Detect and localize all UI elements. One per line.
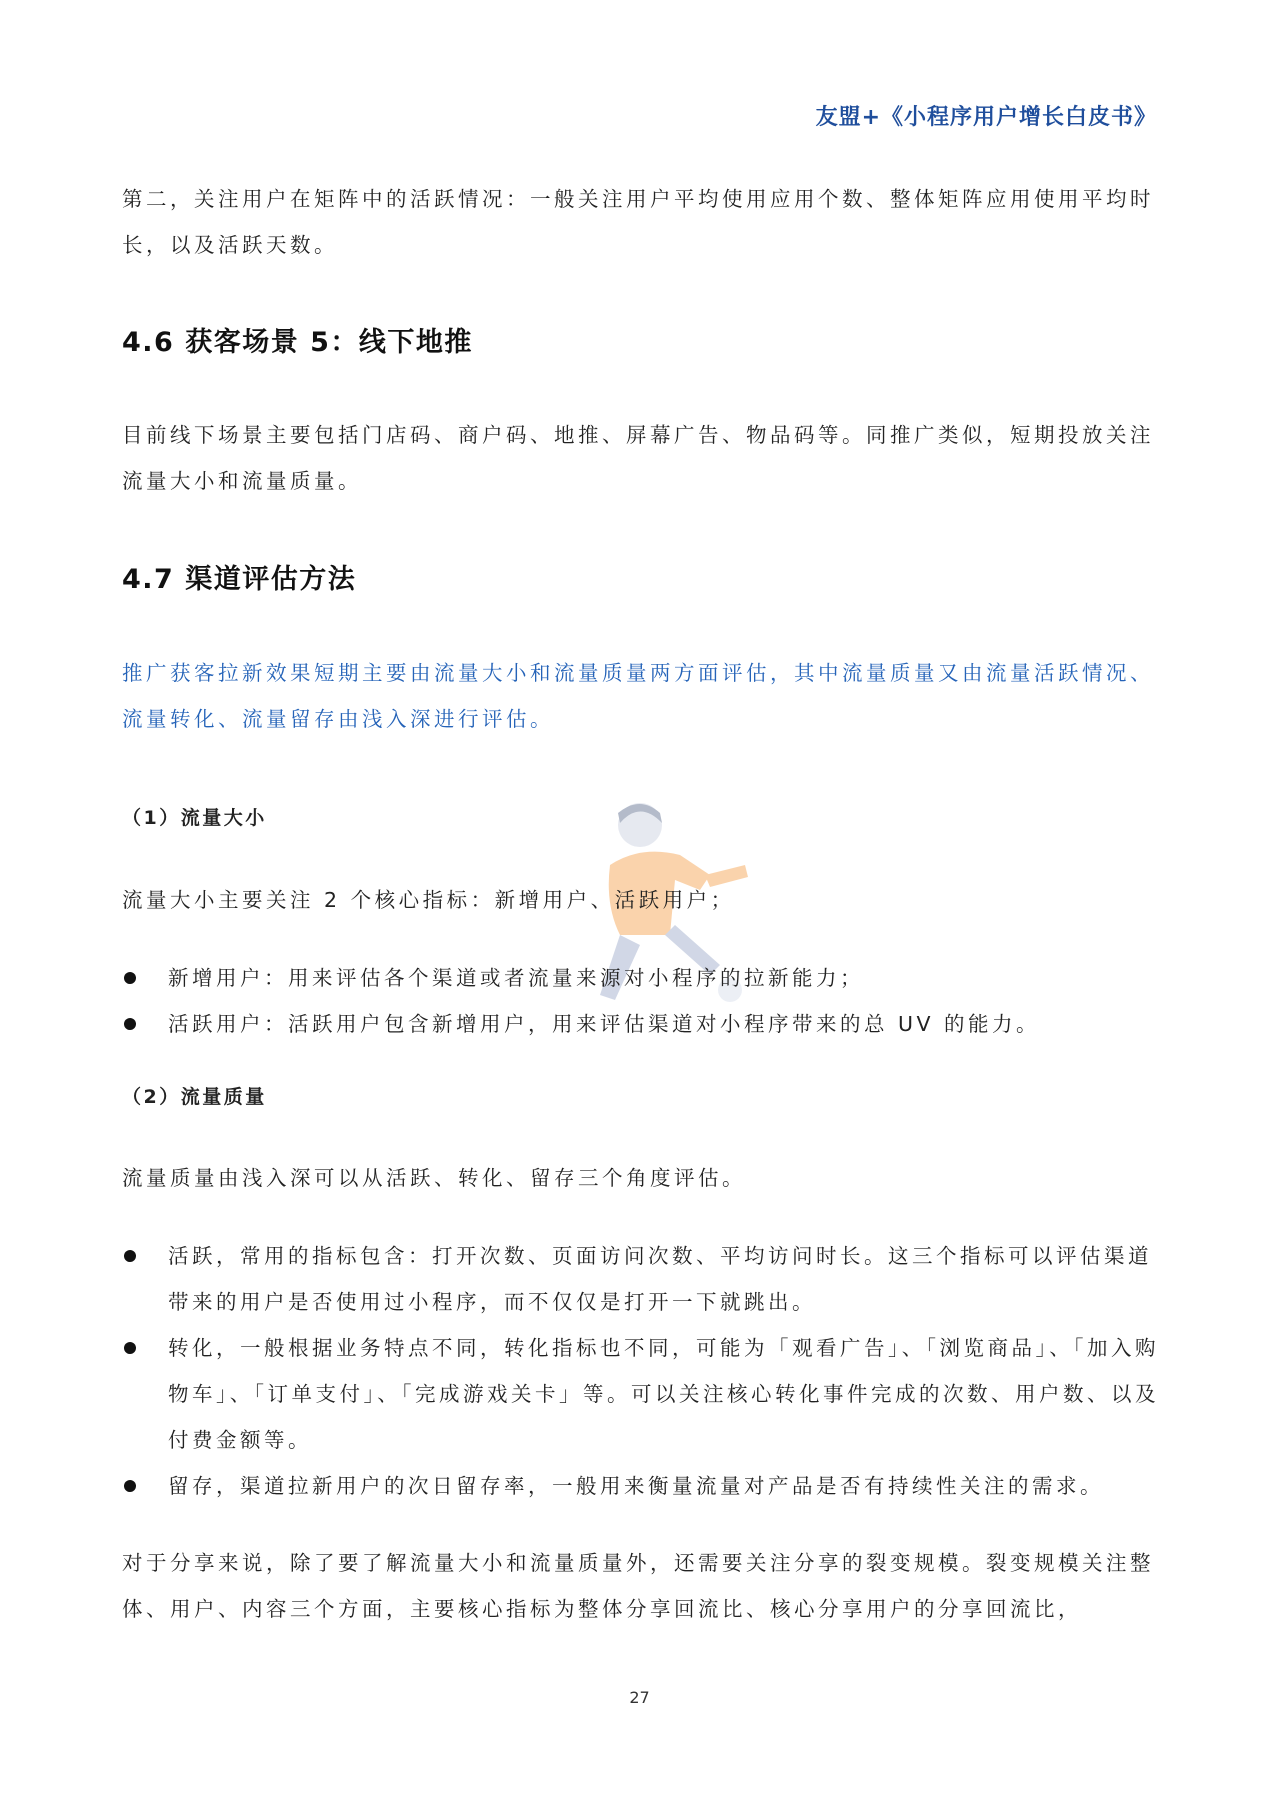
traffic-quality-paragraph: 流量质量由浅入深可以从活跃、转化、留存三个角度评估。 <box>122 1166 746 1190</box>
traffic-size-bullet-list <box>122 955 1167 1047</box>
filled-circle-bullet-icon <box>124 1250 136 1262</box>
running-header: 友盟+《小程序用户增长白皮书》 <box>815 105 1157 130</box>
traffic-quality-bullet-list <box>122 1233 1167 1509</box>
list-item <box>122 1233 1167 1325</box>
bullet-text: 活跃，常用的指标包含：打开次数、页面访问次数、平均访问时长。这三个指标可以评估渠道带来的用户是否使用过小程序，而不仅仅是打开一下就跳出。 <box>168 1244 1152 1314</box>
list-item <box>122 1001 1167 1047</box>
bullet-text: 活跃用户：活跃用户包含新增用户，用来评估渠道对小程序带来的总 UV 的能力。 <box>168 1012 1041 1036</box>
list-item <box>122 955 1167 1001</box>
bullet-text: 留存，渠道拉新用户的次日留存率，一般用来衡量流量对产品是否有持续性关注的需求。 <box>168 1474 1104 1498</box>
section-heading-4-7: 4.7 渠道评估方法 <box>122 564 357 595</box>
traffic-size-paragraph: 流量大小主要关注 2 个核心指标：新增用户、活跃用户； <box>122 888 735 912</box>
list-item <box>122 1463 1167 1509</box>
filled-circle-bullet-icon <box>124 972 136 984</box>
bullet-text: 转化，一般根据业务特点不同，转化指标也不同，可能为「观看广告」、「浏览商品」、「加入购物车」、「订单支付」、「完成游戏关卡」等。可以关注核心转化事件完成的次数、用户数、以及付费金额等。 <box>168 1336 1159 1452</box>
list-item <box>122 1325 1167 1463</box>
closing-paragraph: 对于分享来说，除了要了解流量大小和流量质量外，还需要关注分享的裂变规模。裂变规模关注整体、用户、内容三个方面，主要核心指标为整体分享回流比、核心分享用户的分享回流比， <box>122 1551 1154 1621</box>
filled-circle-bullet-icon <box>124 1018 136 1030</box>
subheading-traffic-size: （1）流量大小 <box>122 807 267 829</box>
page-number: 27 <box>629 1688 650 1707</box>
section-4-7-lead-paragraph: 推广获客拉新效果短期主要由流量大小和流量质量两方面评估，其中流量质量又由流量活跃情况、流量转化、流量留存由浅入深进行评估。 <box>122 661 1154 731</box>
section-heading-4-6: 4.6 获客场景 5：线下地推 <box>122 327 473 358</box>
filled-circle-bullet-icon <box>124 1480 136 1492</box>
bullet-text: 新增用户：用来评估各个渠道或者流量来源对小程序的拉新能力； <box>168 966 864 990</box>
section-4-6-paragraph: 目前线下场景主要包括门店码、商户码、地推、屏幕广告、物品码等。同推广类似，短期投放关注流量大小和流量质量。 <box>122 423 1154 493</box>
intro-paragraph: 第二，关注用户在矩阵中的活跃情况：一般关注用户平均使用应用个数、整体矩阵应用使用平均时长，以及活跃天数。 <box>122 187 1154 257</box>
subheading-traffic-quality: （2）流量质量 <box>122 1086 267 1108</box>
filled-circle-bullet-icon <box>124 1342 136 1354</box>
